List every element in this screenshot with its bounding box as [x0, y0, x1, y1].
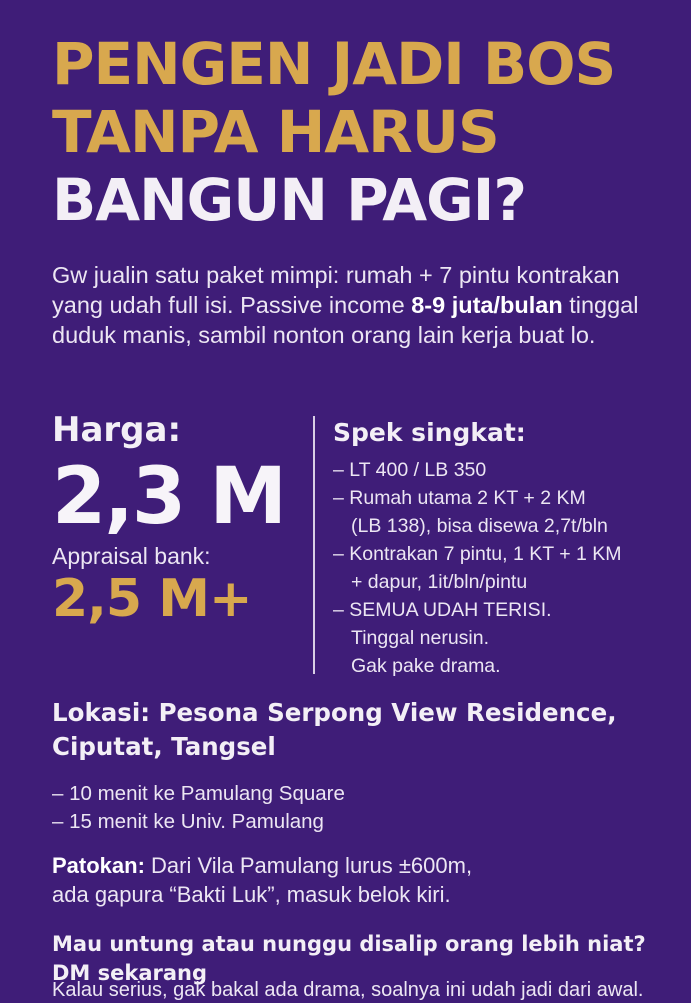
price-label: Harga:: [52, 410, 182, 450]
spec-item-continuation: Tinggal nerusin.: [351, 627, 490, 649]
cta-line-1: Mau untung atau nunggu disalip orang lebih niat?: [52, 932, 646, 956]
spec-item: [333, 484, 678, 540]
landmark-line-2: ada gapura “Bakti Luk”, masuk belok kiri.: [52, 882, 451, 907]
cta-line-2: DM sekarang: [52, 961, 208, 985]
headline-line-2: TANPA HARUS: [52, 98, 499, 166]
landmark-line-1: Dari Vila Pamulang lurus ±600m,: [144, 853, 473, 878]
spec-item-continuation: (LB 138), bisa disewa 2,7t/bln: [351, 515, 608, 537]
specs-section: [333, 416, 678, 680]
intro-text-after: tinggal duduk manis, sambil nonton orang lain kerja buat lo.: [52, 292, 639, 348]
spec-item-line: – SEMUA UDAH TERISI.: [333, 599, 552, 621]
landmark-label: Patokan:: [52, 853, 145, 878]
location-heading: [52, 696, 677, 764]
appraisal-label: Appraisal bank:: [52, 543, 211, 569]
spec-item-line: – Kontrakan 7 pintu, 1 KT + 1 KM: [333, 543, 622, 565]
headline-line-1: PENGEN JADI BOS: [52, 30, 616, 98]
headline-line-3: BANGUN PAGI?: [52, 166, 526, 234]
spec-item-line: – Rumah utama 2 KT + 2 KM: [333, 487, 586, 509]
spec-item-continuation: + dapur, 1it/bln/pintu: [351, 571, 528, 593]
price-section: [52, 410, 312, 628]
column-divider: [313, 416, 315, 674]
spec-item-continuation: Gak pake drama.: [351, 655, 501, 677]
intro-paragraph: [52, 260, 662, 350]
price-value: 2,3 M: [52, 452, 285, 542]
appraisal-value: 2,5 M+: [52, 569, 252, 629]
spec-item: [333, 596, 678, 680]
intro-text-before: Gw jualin satu paket mimpi: rumah + 7 pintu kontrakan yang udah full isi. Passive income: [52, 262, 620, 318]
income-highlight: 8-9 juta/bulan: [411, 292, 563, 318]
specs-list: [333, 456, 678, 680]
location-line-1: Lokasi: Pesona Serpong View Residence,: [52, 698, 617, 727]
headline: [52, 30, 672, 234]
distance-list: [52, 780, 345, 836]
distance-item: – 15 menit ke Univ. Pamulang: [52, 810, 324, 833]
cutoff-text: Kalau serius, gak bakal ada drama, soalnya ini udah jadi dari awal.: [52, 979, 644, 1001]
spec-item: [333, 456, 678, 484]
specs-title: Spek singkat:: [333, 418, 526, 447]
spec-item: [333, 540, 678, 596]
spec-item-line: – LT 400 / LB 350: [333, 459, 487, 481]
distance-item: – 10 menit ke Pamulang Square: [52, 782, 345, 805]
cutoff-text-container: [52, 979, 682, 1001]
location-line-2: Ciputat, Tangsel: [52, 732, 276, 761]
landmark-paragraph: [52, 851, 672, 909]
